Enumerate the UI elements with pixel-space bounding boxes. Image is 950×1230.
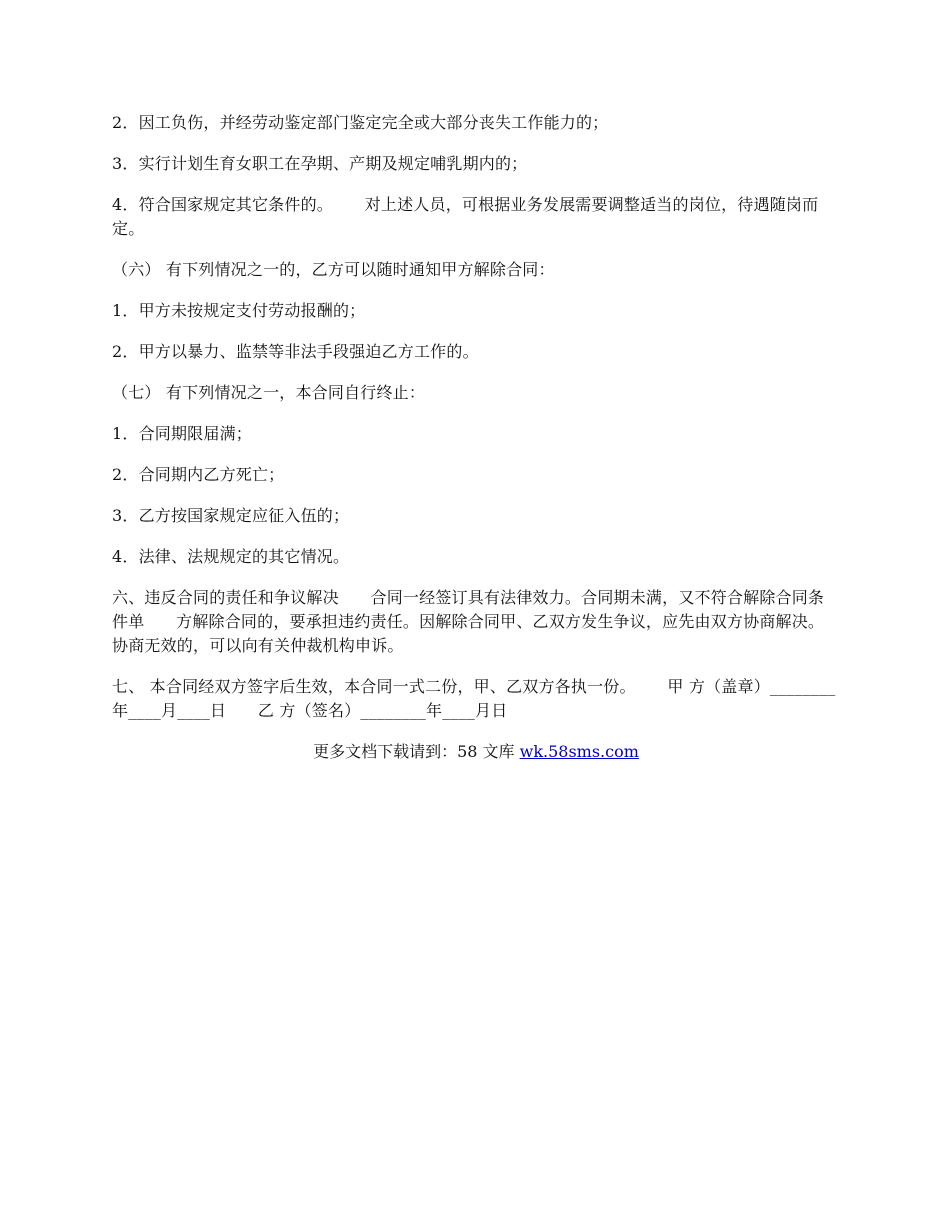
section-7-item-2: 2．合同期内乙方死亡； (112, 465, 285, 484)
download-footer (112, 740, 840, 764)
clause-3-pregnancy: 3．实行计划生育女职工在孕期、产期及规定哺乳期内的； (112, 154, 528, 173)
section-7-item-1: 1．合同期限届满； (112, 424, 252, 443)
clause-2-injury: 2．因工负伤，并经劳动鉴定部门鉴定完全或大部分丧失工作能力的； (112, 113, 609, 132)
document-page (112, 111, 840, 764)
section-6-item-2: 2．甲方以暴力、监禁等非法手段强迫乙方工作的。 (112, 342, 479, 361)
section-6-item-1: 1．甲方未按规定支付劳动报酬的； (112, 301, 366, 320)
clause-4-other-conditions: 4．符合国家规定其它条件的。 对上述人员，可根据业务发展需要调整适当的岗位，待遇随岗而定。 (112, 195, 819, 238)
section-6-heading: （六） 有下列情况之一的，乙方可以随时通知甲方解除合同： (112, 260, 555, 279)
section-7-item-4: 4．法律、法规规定的其它情况。 (112, 547, 350, 566)
footer-link[interactable]: wk.58sms.com (519, 742, 639, 761)
footer-prefix: 更多文档下载请到：58 文库 (313, 742, 520, 761)
article-7-signatures: 七、 本合同经双方签字后生效，本合同一式二份，甲、乙双方各执一份。 甲 方（盖章）________年____月____日 乙 方（签名）________年____月日 (112, 677, 836, 720)
section-7-item-3: 3．乙方按国家规定应征入伍的； (112, 506, 350, 525)
article-6-liability: 六、违反合同的责任和争议解决 合同一经签订具有法律效力。合同期未满，又不符合解除合同条件单 方解除合同的，要承担违约责任。因解除合同甲、乙双方发生争议，应先由双方协商解决。协商无效的，可以向有关仲裁机构申诉。 (112, 588, 825, 655)
section-7-heading: （七） 有下列情况之一，本合同自行终止： (112, 383, 426, 402)
